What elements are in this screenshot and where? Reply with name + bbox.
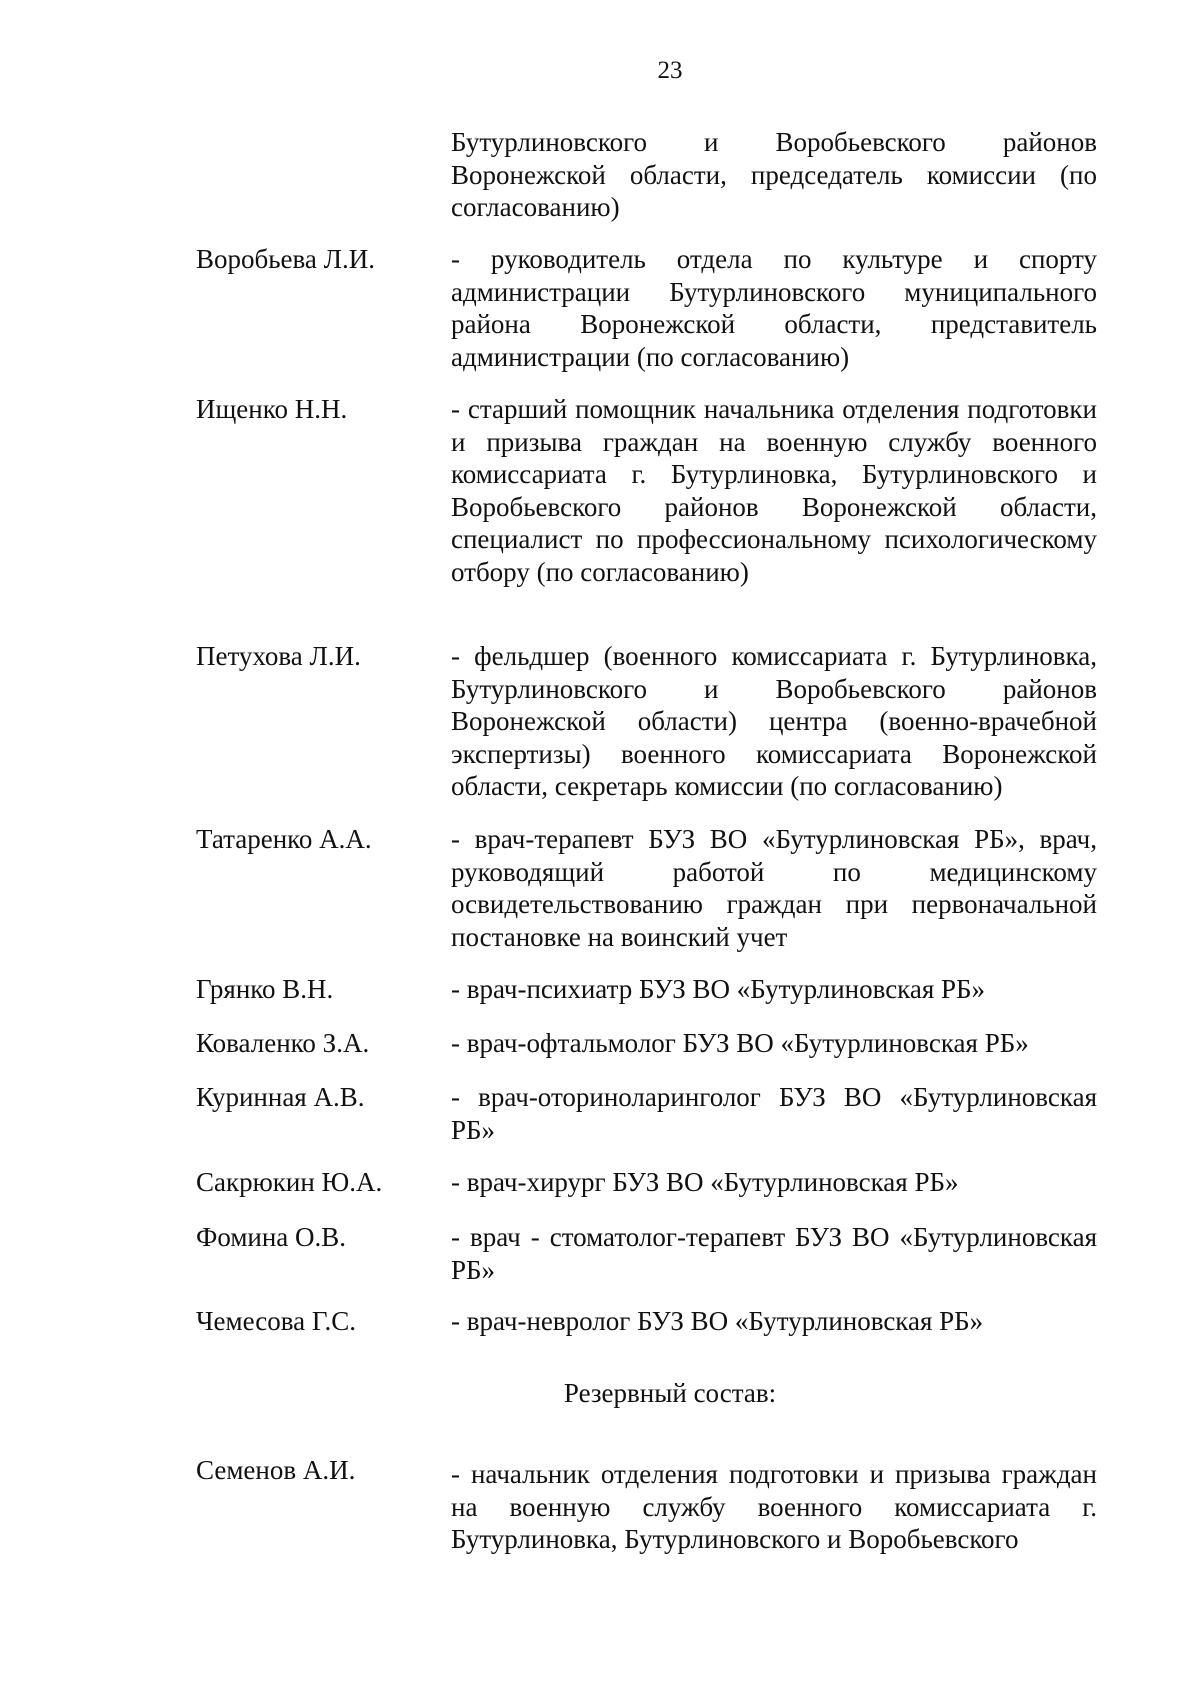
member-role: - врач-терапевт БУЗ ВО «Бутурлиновская РБ», врач, руководящий работой по медицинскому освидетельствованию граждан при первоначальной постановке на воинский учет bbox=[451, 824, 1097, 952]
member-name: Куринная А.В. bbox=[196, 1082, 365, 1112]
continuation-text: Бутурлиновского и Воробьевского районов Воронежской области, председатель комиссии (по согласованию) bbox=[451, 127, 1097, 222]
member-role: - врач-оториноларинголог БУЗ ВО «Бутурлиновская РБ» bbox=[451, 1082, 1097, 1145]
member-name: Грянко В.Н. bbox=[196, 974, 334, 1004]
member-name: Фомина О.В. bbox=[196, 1222, 347, 1252]
page-number: 23 bbox=[657, 57, 683, 84]
member-role: - старший помощник начальника отделения подготовки и призыва граждан на военную службу военного комиссариата г. Бутурлиновка, Бутурлиновского и Воробьевского районов Воронежской области, специалист по профессиональному психологическому отбору (по согласованию) bbox=[451, 394, 1097, 587]
member-name: Коваленко З.А. bbox=[196, 1028, 370, 1058]
member-role: - врач-хирург БУЗ ВО «Бутурлиновская РБ» bbox=[451, 1167, 959, 1197]
member-name: Чемесова Г.С. bbox=[196, 1306, 356, 1336]
member-role: - врач - стоматолог-терапевт БУЗ ВО «Бутурлиновская РБ» bbox=[451, 1222, 1097, 1285]
member-role: - фельдшер (военного комиссариата г. Бутурлиновка, Бутурлиновского и Воробьевского районов Воронежской области) центра (военно-врачебной экспертизы) военного комиссариата Воронежской области, секретарь комиссии (по согласованию) bbox=[451, 641, 1097, 801]
reserve-member-role: - начальник отделения подготовки и призыва граждан на военную службу военного комиссариата г. Бутурлиновка, Бутурлиновского и Воробьевского bbox=[451, 1459, 1097, 1554]
member-name: Ищенко Н.Н. bbox=[196, 394, 348, 424]
member-role: - врач-невролог БУЗ ВО «Бутурлиновская РБ» bbox=[451, 1306, 984, 1336]
member-role: - руководитель отдела по культуре и спорту администрации Бутурлиновского муниципального района Воронежской области, представитель администрации (по согласованию) bbox=[451, 244, 1097, 372]
member-role: - врач-психиатр БУЗ ВО «Бутурлиновская РБ» bbox=[451, 974, 986, 1004]
member-name: Сакрюкин Ю.А. bbox=[196, 1167, 383, 1197]
member-name: Петухова Л.И. bbox=[196, 641, 361, 671]
member-role: - врач-офтальмолог БУЗ ВО «Бутурлиновская РБ» bbox=[451, 1028, 1029, 1058]
reserve-heading: Резервный состав: bbox=[563, 1378, 777, 1408]
member-name: Татаренко А.А. bbox=[196, 824, 372, 854]
member-name: Воробьева Л.И. bbox=[196, 244, 375, 274]
reserve-member-name: Семенов А.И. bbox=[196, 1455, 356, 1485]
